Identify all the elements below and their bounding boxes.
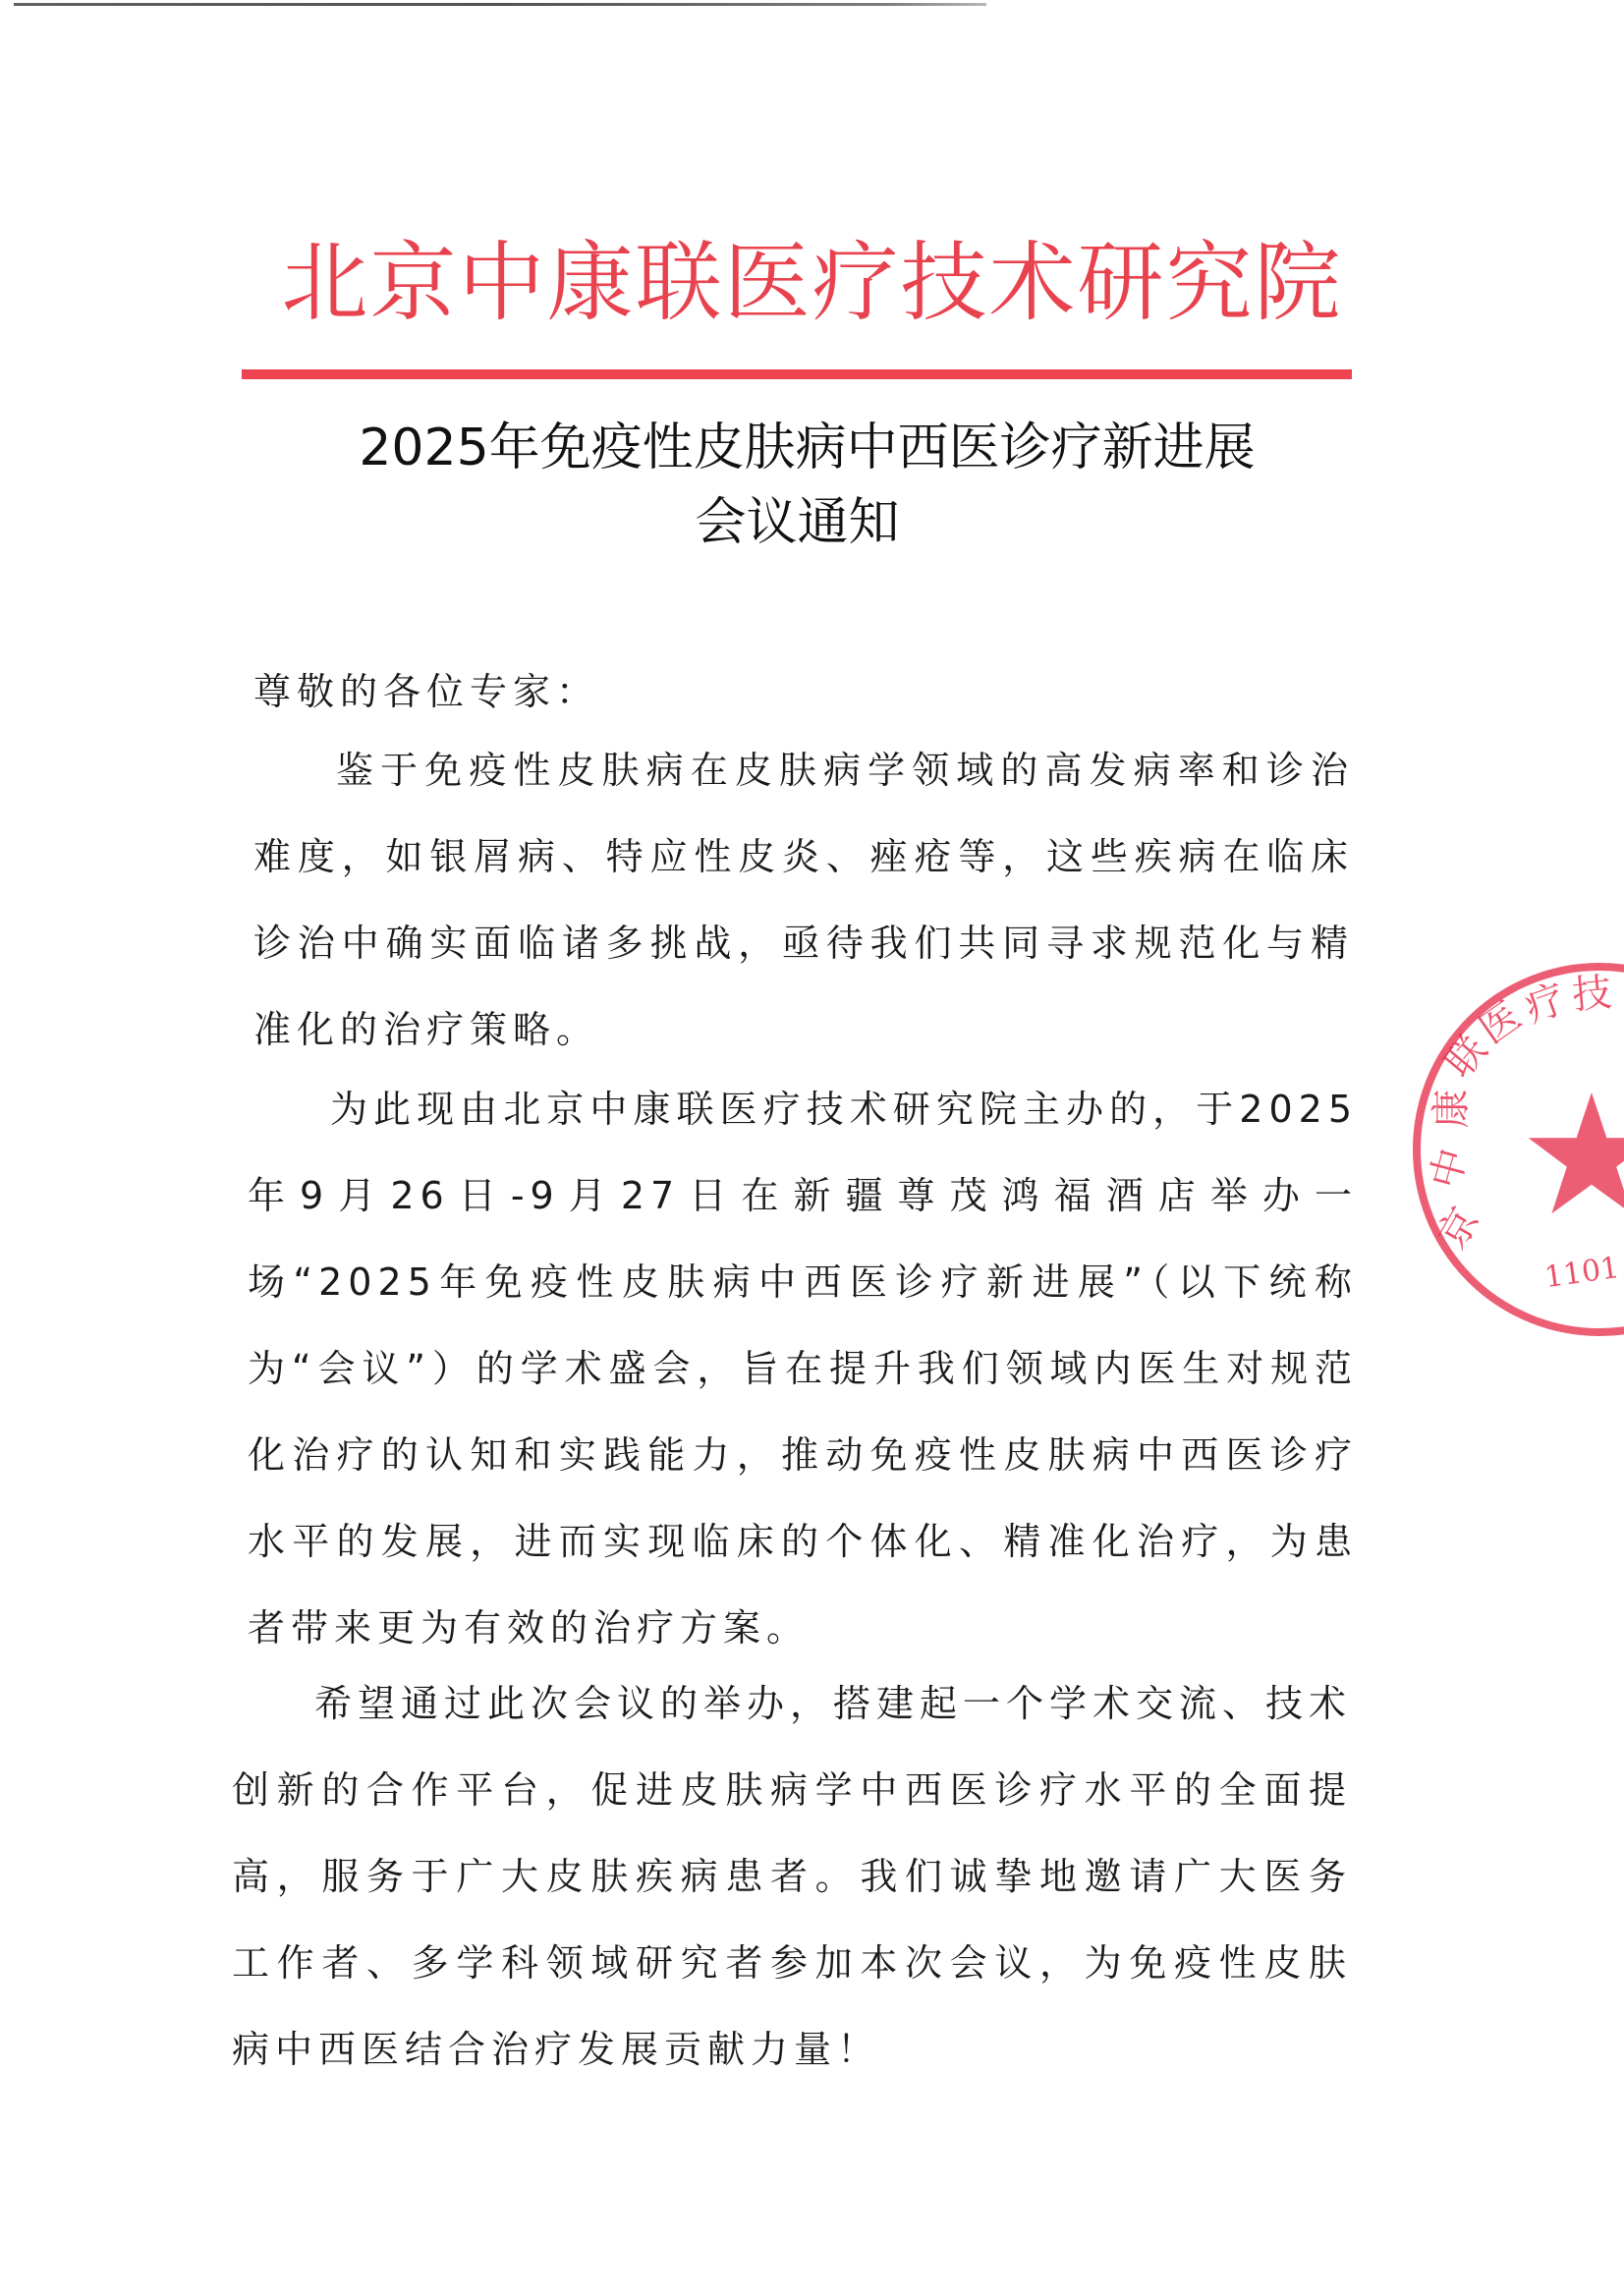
notice-title-line1: 2025年免疫性皮肤病中西医诊疗新进展 [359,419,1256,477]
seal-char: 疗 [1519,976,1572,1033]
seal-char: 京 [1429,1200,1488,1258]
letterhead-divider [242,369,1352,379]
letterhead-organization: 北京中康联医疗技术研究院 [281,232,1343,333]
notice-title [0,411,1624,560]
paragraph-text: 希望通过此次会议的举办，搭建起一个学术交流、技术创新的合作平台，促进皮肤病学中西医诊疗水平的全面提高，服务于广大皮肤疾病患者。我们诚挚地邀请广大医务工作者、多学科领域研究者参加本次会议，为免疫性皮肤病中西医结合治疗发展贡献力量！ [232,1682,1353,2071]
star-icon [1523,1086,1624,1223]
paragraph-2 [248,1066,1358,1671]
paragraph-1 [253,727,1354,1073]
salutation: 尊敬的各位专家： [253,670,600,713]
seal-char: 技 [1570,970,1614,1019]
notice-title-line2: 会议通知 [695,493,900,552]
seal-code: 1101 [1541,1250,1622,1296]
paragraph-text: 鉴于免疫性皮肤病在皮肤病学领域的高发病率和诊治难度，如银屑病、特应性皮炎、痤疮等，这些疾病在临床诊治中确实面临诸多挑战，亟待我们共同寻求规范化与精准化的治疗策略。 [253,749,1354,1051]
paragraph-text: 为此现由北京中康联医疗技术研究院主办的，于2025年9月26日-9月27日在新疆尊茂鸿福酒店举办一场“2025年免疫性皮肤病中西医诊疗新进展”（以下统称为“会议”）的学术盛会，旨在提升我们领域内医生对规范化治疗的认知和实践能力，推动免疫性皮肤病中西医诊疗水平的发展，进而实现临床的个体化、精准化治疗，为患者带来更为有效的治疗方案。 [248,1088,1358,1650]
seal-char: 中 [1422,1144,1477,1194]
seal-char: 联 [1436,1027,1497,1087]
seal-char: 康 [1428,1089,1475,1129]
scan-edge-line [14,3,986,6]
seal-char: 医 [1471,993,1530,1053]
paragraph-3 [232,1660,1352,2093]
